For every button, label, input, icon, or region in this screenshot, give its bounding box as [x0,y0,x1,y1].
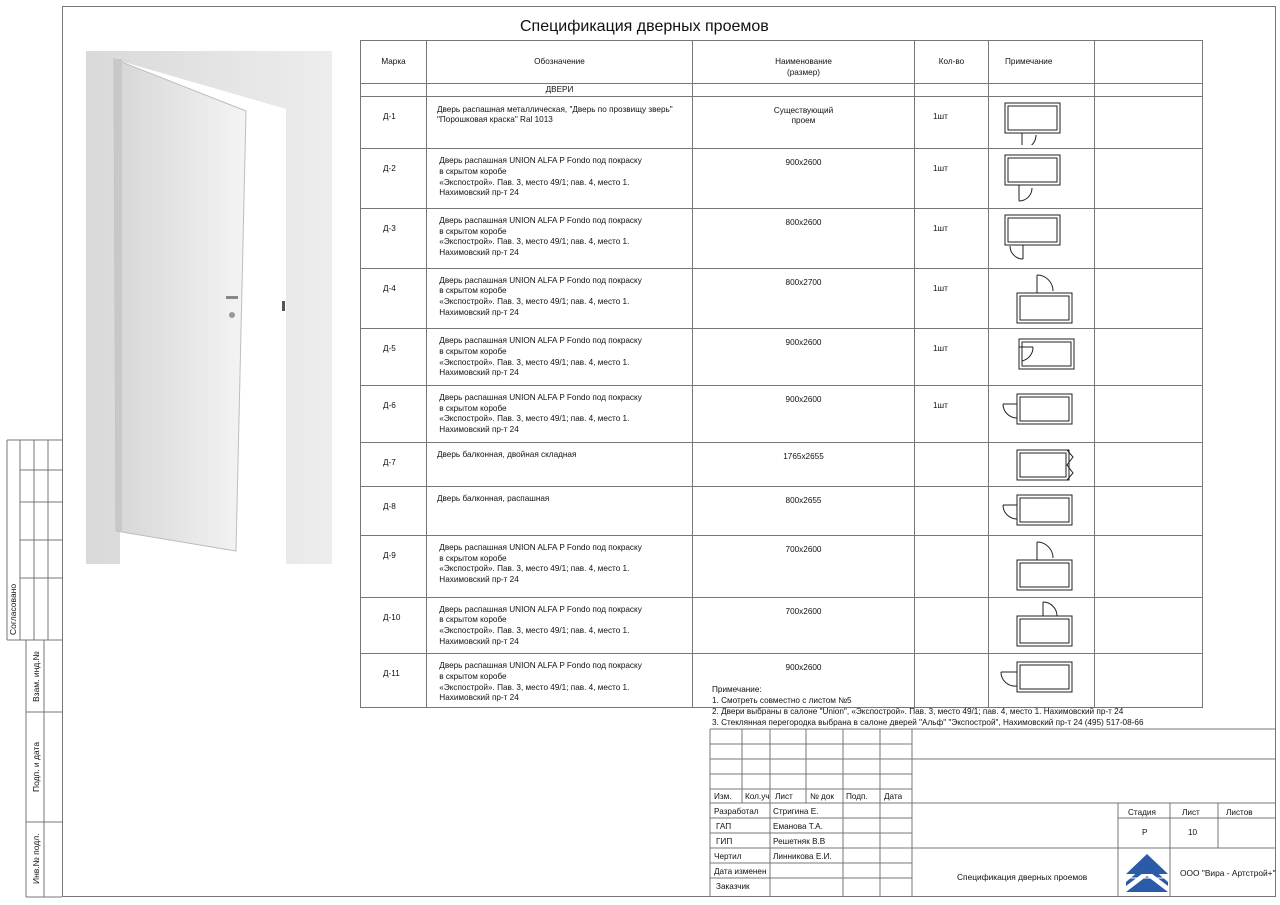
stage-value: Р [1142,828,1148,837]
cell-designation: Дверь распашная UNION ALFA P Fondo под покраску в скрытом коробе «Экспострой». Пав. 3, место 49/1; пав. 4, место 1. Нахимовский пр-т 24 [439,604,642,646]
cell-designation: Дверь балконная, распашная [437,494,550,504]
cell-mark: Д-4 [383,283,396,293]
role-developer: Разработал [714,807,759,816]
cell-designation: Дверь распашная UNION ALFA P Fondo под покраску в скрытом коробе «Экспострой». Пав. 3, место 49/1; пав. 4, место 1. Нахимовский пр-т 24 [439,661,642,703]
header-designation: Обозначение [534,57,585,66]
header-name: Наименование (размер) [775,57,832,77]
sidebar-inv-replace: Взам. инд.№ [31,651,41,702]
company-name: ООО "Вира - Артстрой+" [1180,868,1276,878]
note-1: 1. Смотреть совместно с листом №5 [712,696,852,705]
cell-size: 700x2600 [785,606,822,616]
role-drawn: Чертил [714,852,742,861]
cell-size: 900x2600 [785,663,822,673]
cell-size: Существующий проем [773,105,834,126]
header-mark: Марка [381,57,406,66]
cell-designation: Дверь распашная UNION ALFA P Fondo под покраску в скрытом коробе «Экспострой». Пав. 3, место 49/1; пав. 4, место 1. Нахимовский пр-т 24 [439,275,642,317]
stamp-col-kolch: Кол.уч [745,792,770,801]
cell-designation: Дверь распашная UNION ALFA P Fondo под покраску в скрытом коробе «Экспострой». Пав. 3, место 49/1; пав. 4, место 1. Нахимовский пр-т 24 [439,215,642,257]
cell-size: 1765x2655 [783,451,824,461]
cell-designation: Дверь распашная UNION ALFA P Fondo под покраску в скрытом коробе «Экспострой». Пав. 3, место 49/1; пав. 4, место 1. Нахимовский пр-т 24 [439,156,642,198]
role-customer: Заказчик [716,882,750,891]
stamp-col-list: Лист [775,792,793,801]
notes-title: Примечание: [712,685,762,694]
cell-designation: Дверь распашная UNION ALFA P Fondo под покраску в скрытом коробе «Экспострой». Пав. 3, место 49/1; пав. 4, место 1. Нахимовский пр-т 24 [439,336,642,378]
cell-designation: Дверь распашная UNION ALFA P Fondo под покраску в скрытом коробе «Экспострой». Пав. 3, место 49/1; пав. 4, место 1. Нахимовский пр-т 24 [439,392,642,434]
cell-mark: Д-11 [383,669,400,679]
cell-mark: Д-5 [383,344,396,354]
sheet-label: Лист [1182,808,1200,817]
cell-qty: 1шт [933,400,948,410]
cell-size: 700x2600 [785,544,822,554]
company-logo [1124,852,1170,894]
role-change-date: Дата изменен [714,867,767,876]
cell-designation: Дверь балконная, двойная складная [437,449,577,459]
stage-label: Стадия [1128,808,1156,817]
cell-designation: Дверь распашная UNION ALFA P Fondo под покраску в скрытом коробе «Экспострой». Пав. 3, место 49/1; пав. 4, место 1. Нахимовский пр-т 24 [439,542,642,584]
cell-size: 900x2600 [785,158,822,168]
cell-size: 800x2600 [785,217,822,227]
name-gip: Решетняк В.В [773,837,826,846]
cell-designation: Дверь распашная металлическая, "Дверь по прозвищу зверь" "Порошковая краска" Ral 1013 [437,104,673,125]
name-gap: Еманова Т.А. [773,822,823,831]
page-title: Спецификация дверных проемов [520,18,769,35]
sidebar-sign-date: Подп. и дата [31,741,41,792]
cell-qty: 1шт [933,111,948,121]
section-label: ДВЕРИ [545,85,574,94]
sidebar-agreed: Согласовано [8,583,18,635]
sidebar-inv-orig: Инв.№ подл. [31,833,41,884]
cell-size: 900x2600 [785,394,822,404]
name-developer: Стригина Е. [773,807,819,816]
stamp-col-sign: Подп. [846,792,868,801]
cell-size: 900x2600 [785,338,822,348]
cell-mark: Д-6 [383,400,396,410]
sheets-label: Листов [1226,808,1253,817]
note-3: 3. Стеклянная перегородка выбрана в салоне дверей "Альф" "Экспострой", Нахимовский пр-т 24 (495) 517-08-66 [712,718,1144,727]
role-gip: ГИП [716,837,733,846]
header-note: Примечание [1005,57,1053,66]
name-drawn: Линникова Е.И. [773,852,832,861]
role-gap: ГАП [716,822,732,831]
note-2: 2. Двери выбраны в салоне "Union", «Экспострой». Пав. 3, место 49/1; пав. 4, место 1. Нахимовский пр-т 24 [712,707,1124,716]
doc-title: Спецификация дверных проемов [957,872,1088,882]
stamp-col-doc: № док [810,792,834,801]
cell-mark: Д-7 [383,457,396,467]
cell-size: 800x2700 [785,277,822,287]
cell-qty: 1шт [933,283,948,293]
cell-mark: Д-2 [383,164,396,174]
cell-mark: Д-3 [383,223,396,233]
cell-mark: Д-9 [383,550,396,560]
sheet-value: 10 [1188,828,1198,837]
cell-qty: 1шт [933,223,948,233]
cell-mark: Д-10 [383,612,401,622]
cell-qty: 1шт [933,344,948,354]
header-qty: Кол-во [938,57,965,66]
cell-qty: 1шт [933,164,948,174]
cell-size: 800x2655 [785,496,822,506]
cell-mark: Д-8 [383,502,396,512]
cell-mark: Д-1 [383,111,396,121]
stamp-col-izm: Изм. [714,792,732,801]
stamp-col-date: Дата [884,792,903,801]
